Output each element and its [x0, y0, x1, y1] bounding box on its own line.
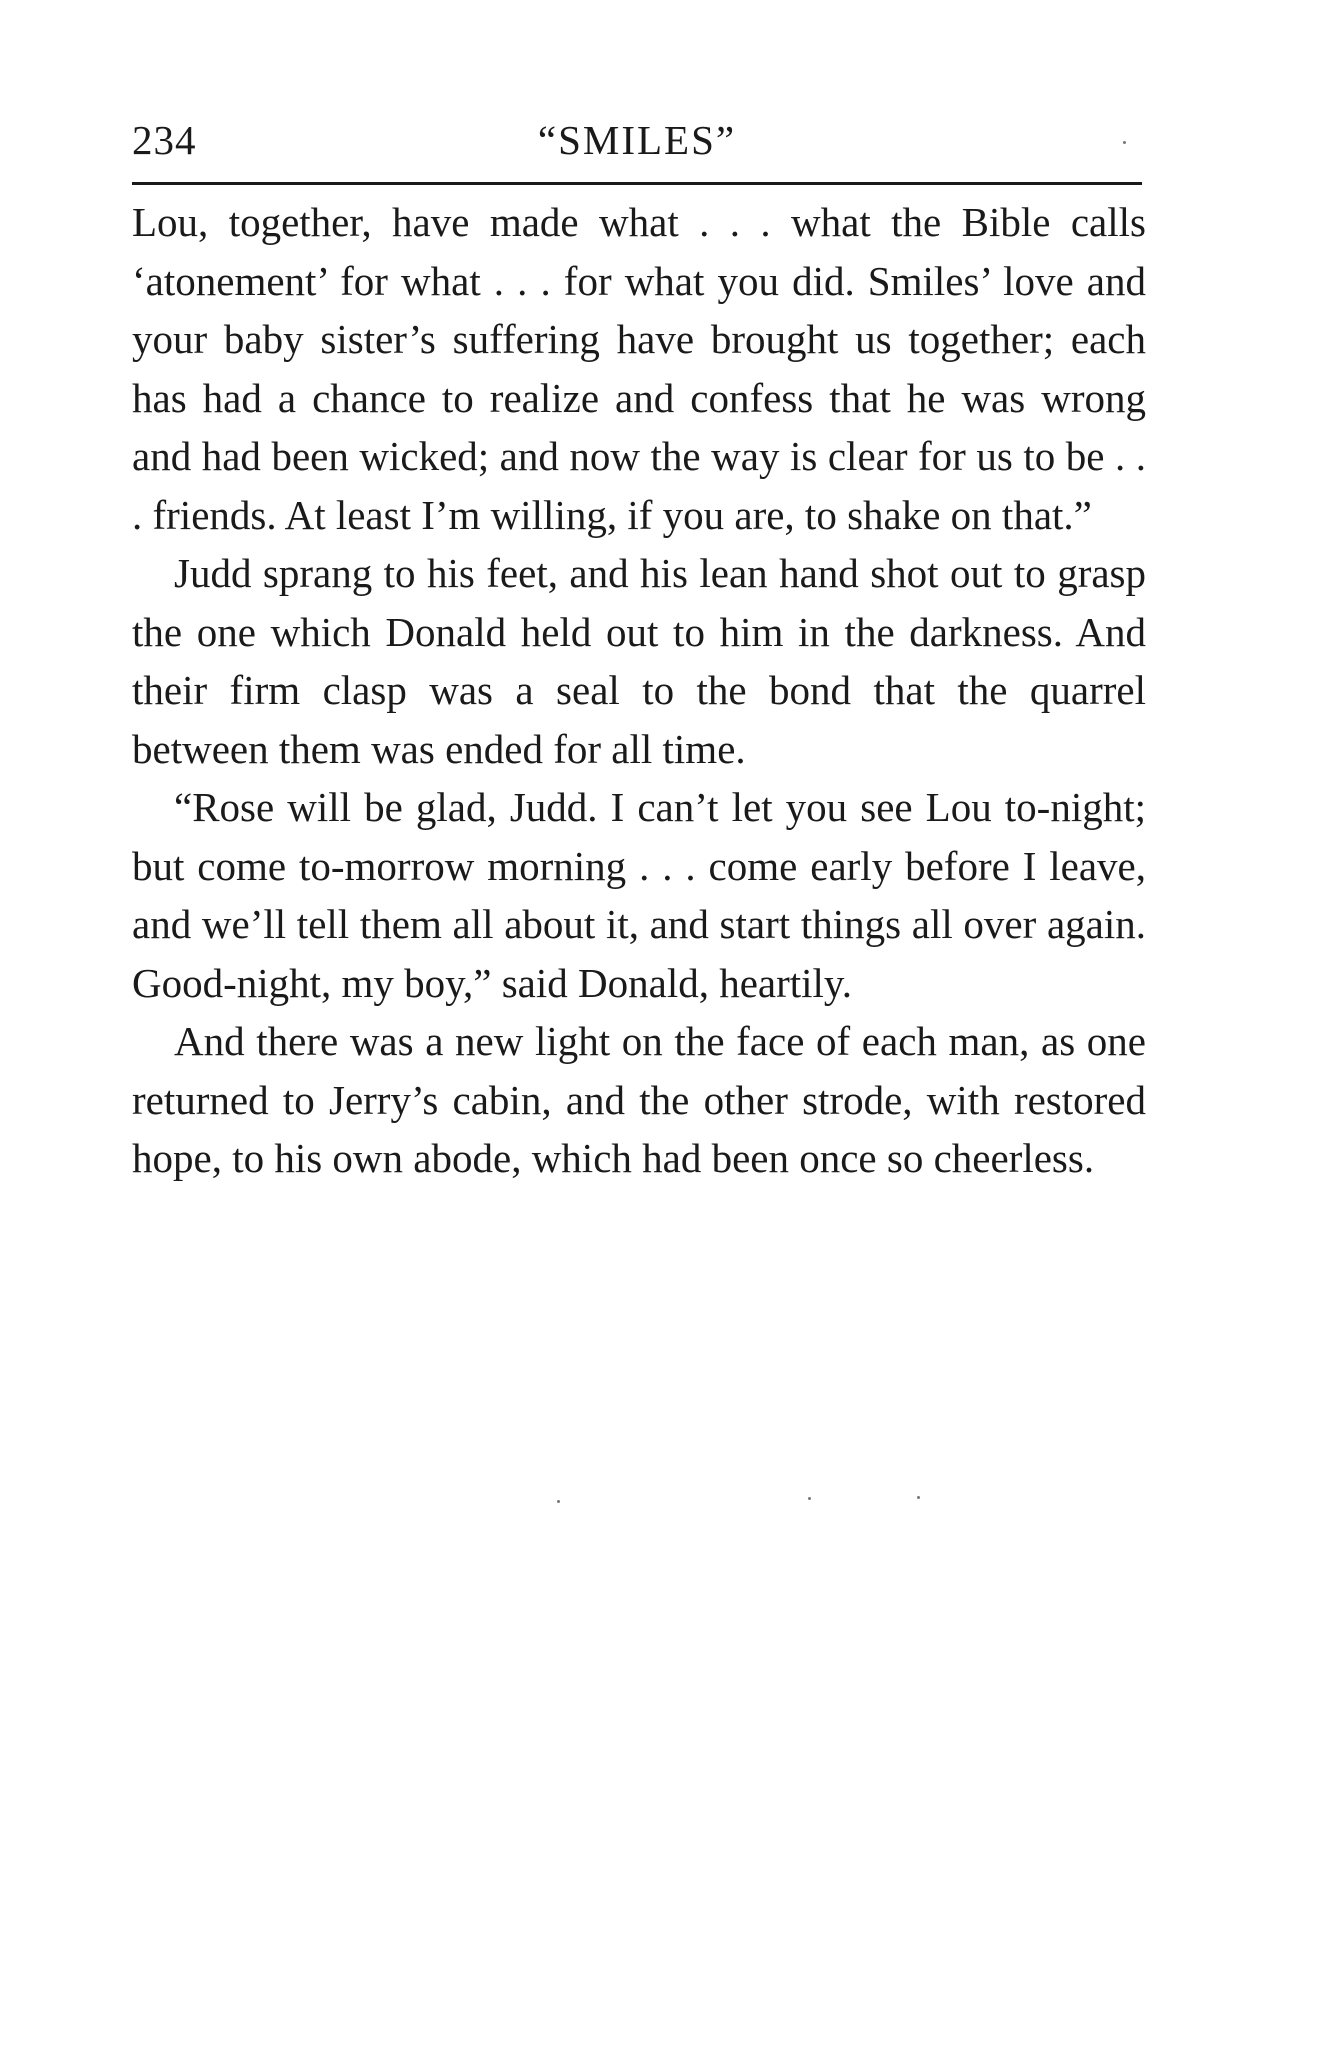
page-number: 234 [132, 117, 197, 163]
paragraph-continued: Lou, together, have made what . . . what the Bible calls ‘atonement’ for what . . . for what you did. Smiles’ love and your baby sister’s suffering have brought us together; each has had a chance to realize and confess that he was wrong and had been wicked; and now the way is clear for us to be . . . friends. At least I’m willing, if you are, to shake on that.” [132, 199, 1146, 538]
page-header [132, 112, 1142, 172]
running-title: “SMILES” [537, 117, 737, 163]
speck-mark [917, 1496, 920, 1499]
paragraph: “Rose will be glad, Judd. I can’t let you see Lou to-night; but come to-morrow morning . . . come early before I leave, and we’ll tell them all about it, and start things all over again. Good-night, my boy,” said Donald, heartily. [132, 784, 1146, 1006]
paragraph: Judd sprang to his feet, and his lean hand shot out to grasp the one which Donald held out to him in the darkness. And their firm clasp was a seal to the bond that the quarrel between them was ended for all time. [132, 550, 1146, 772]
header-rule [132, 182, 1142, 185]
speck-mark [808, 1497, 811, 1500]
speck-mark [1123, 141, 1126, 144]
body-text [132, 193, 1146, 1188]
speck-mark [557, 1500, 560, 1503]
paragraph: And there was a new light on the face of each man, as one returned to Jerry’s cabin, and the other strode, with restored hope, to his own abode, which had been once so cheerless. [132, 1018, 1146, 1181]
